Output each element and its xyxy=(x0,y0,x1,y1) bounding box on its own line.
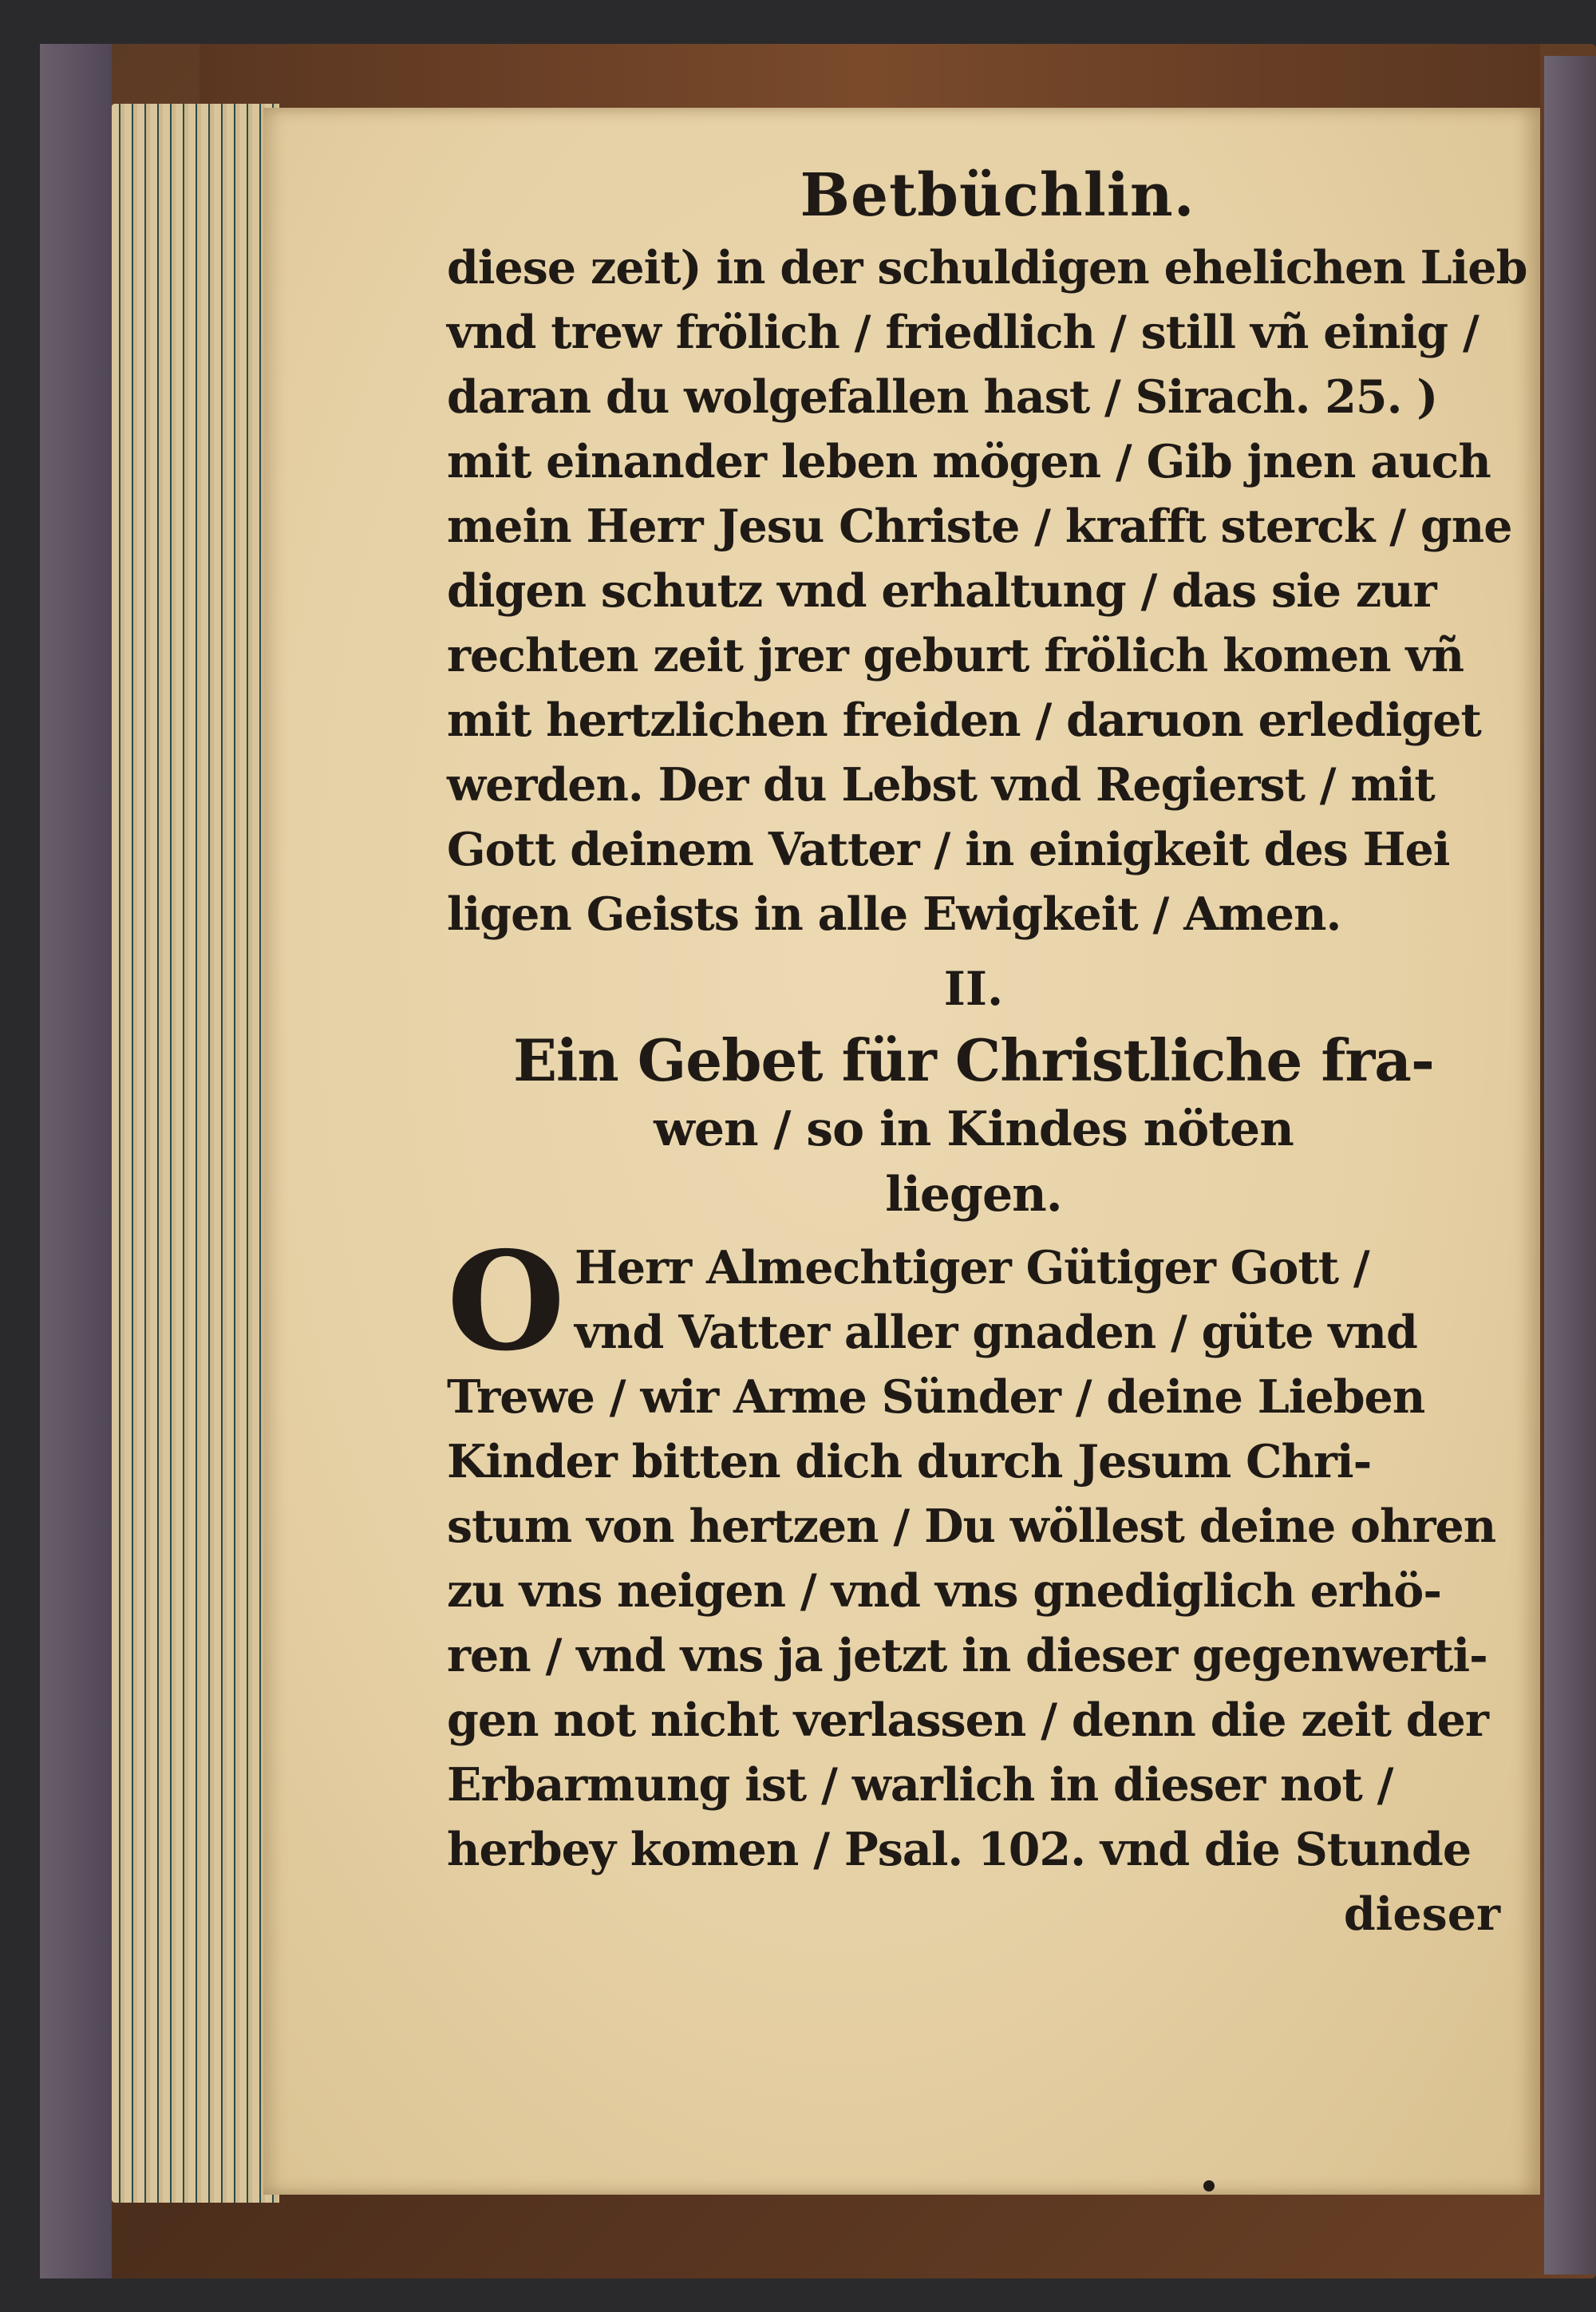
section-heading xyxy=(447,1025,1500,1227)
catchword: dieser xyxy=(1343,1887,1500,1941)
text-line: herbey komen / Psal. 102. vnd die Stunde xyxy=(447,1823,1472,1876)
text-line: Herr Almechtiger Gütiger Gott / xyxy=(575,1241,1369,1294)
text-line: mein Herr Jesu Christe / krafft sterck / gne xyxy=(447,500,1512,553)
heading-line: wen / so in Kindes nöten xyxy=(654,1101,1294,1157)
heading-line: liegen. xyxy=(885,1167,1062,1223)
page-text xyxy=(447,156,1527,1946)
section-number: II. xyxy=(943,962,1004,1016)
text-line: vnd Vatter aller gnaden / güte vnd xyxy=(575,1306,1417,1359)
text-line: Trewe / wir Arme Sünder / deine Lieben xyxy=(447,1370,1425,1424)
page-edges xyxy=(112,104,279,2203)
text-line: ren / vnd vns ja jetzt in dieser gegenwerti- xyxy=(447,1629,1487,1682)
text-line: daran du wolgefallen hast / Sirach. 25. ) xyxy=(447,370,1438,424)
text-line: Gott deinem Vatter / in einigkeit des Hei xyxy=(447,823,1450,876)
decorated-initial: O xyxy=(447,1222,566,1381)
text-line: Erbarmung ist / warlich in dieser not / xyxy=(447,1758,1393,1812)
text-line: gen not nicht verlassen / denn die zeit der xyxy=(447,1693,1488,1747)
cover-right-edge xyxy=(1544,56,1596,2274)
text-line: werden. Der du Lebst vnd Regierst / mit xyxy=(447,758,1435,812)
text-line: rechten zeit jrer geburt frölich komen vñ xyxy=(447,629,1464,682)
cover-top-band xyxy=(200,44,1540,116)
text-line: ligen Geists in alle Ewigkeit / Amen. xyxy=(447,887,1341,941)
ink-dot xyxy=(1203,2180,1215,2191)
cover-spine-cloth xyxy=(40,44,112,2278)
text-line: zu vns neigen / vnd vns gnediglich erhö- xyxy=(447,1564,1441,1618)
text-line: mit einander leben mögen / Gib jnen auch xyxy=(447,435,1491,488)
text-line: mit hertzlichen freiden / daruon erlediget xyxy=(447,694,1481,747)
text-line: digen schutz vnd erhaltung / das sie zur xyxy=(447,564,1436,618)
body-text xyxy=(447,235,1527,947)
text-line: Kinder bitten dich durch Jesum Chri- xyxy=(447,1435,1372,1488)
prayer-text xyxy=(447,1222,1500,1946)
heading-line: Ein Gebet für Christliche fra- xyxy=(513,1026,1434,1094)
text-line: vnd trew frölich / friedlich / still vñ einig / xyxy=(447,306,1479,359)
text-line: stum von hertzen / Du wöllest deine ohren xyxy=(447,1500,1496,1553)
running-head: Betbüchlin. xyxy=(800,161,1195,230)
text-line: diese zeit) in der schuldigen ehelichen Lieb xyxy=(447,241,1527,294)
